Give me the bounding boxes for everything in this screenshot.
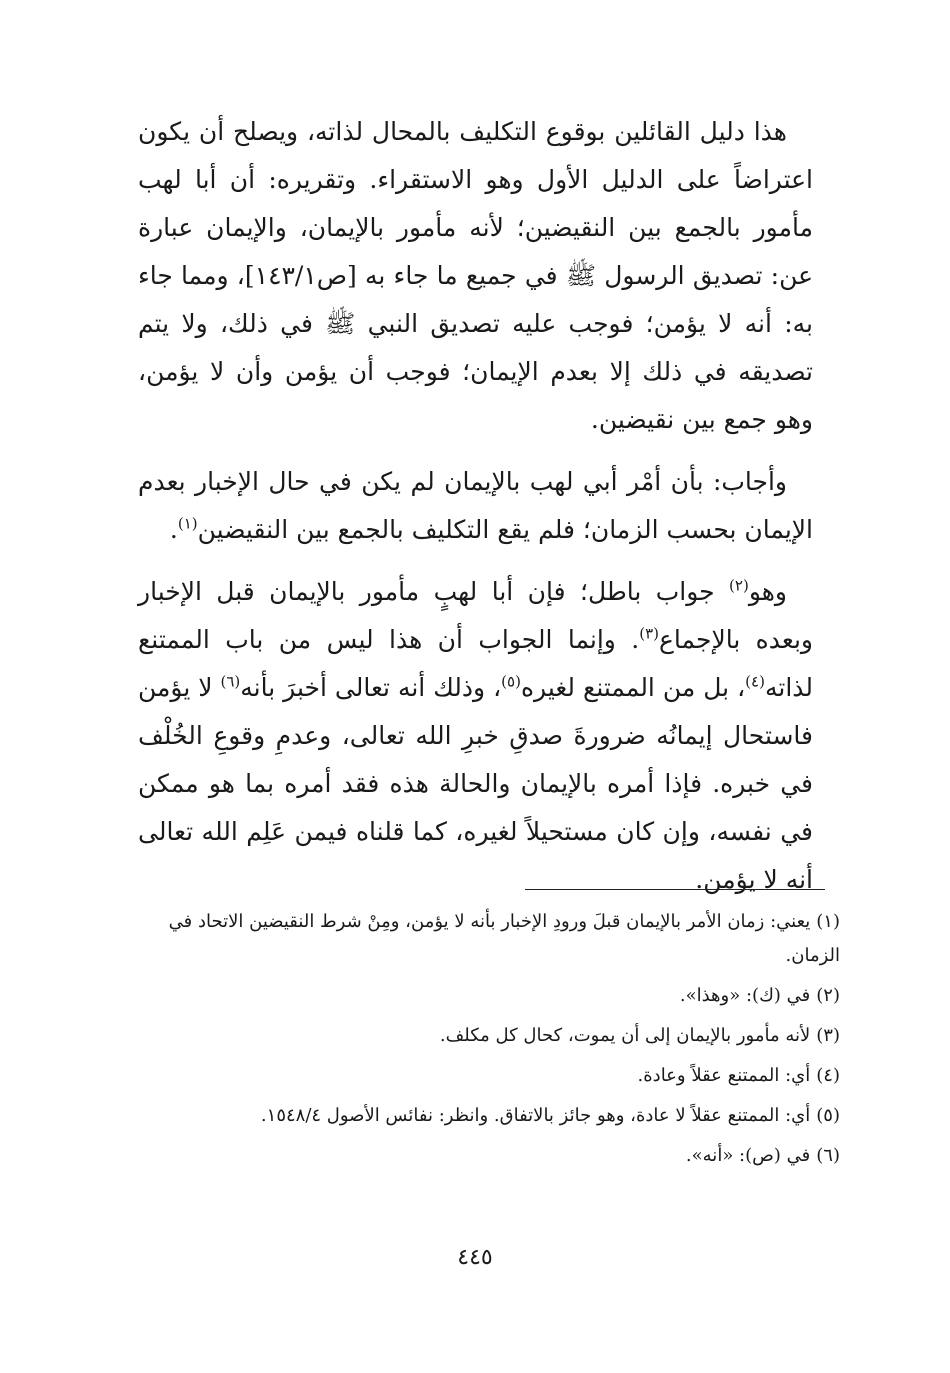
- footnote-ref-4[interactable]: (٤): [745, 672, 765, 691]
- paragraph-2-text-a: وأجاب: بأن أمْر أبي لهب بالإيمان لم يكن في حال الإخبار بعدم الإيمان بحسب الزمان؛ فلم يقع التكليف بالجمع بين النقيضين: [138, 467, 813, 544]
- footnote-5: [140, 1099, 840, 1133]
- paragraph-2-text-b: .: [169, 515, 178, 544]
- paragraph-3-text-e: ، وذلك أنه تعالى أخبرَ بأنه: [240, 673, 502, 702]
- footnote-4: [140, 1059, 840, 1093]
- paragraph-1-text: هذا دليل القائلين بوقوع التكليف بالمحال لذاته، ويصلح أن يكون اعتراضاً على الدليل الأول وهو الاستقراء. وتقريره: أن أبا لهب مأمور بالجمع بين النقيضين؛ لأنه مأمور بالإيمان، والإيمان عبارة عن: تصديق الرسول ﷺ في جميع ما جاء به [ص١٤٣/١]، ومما جاء به: أنه لا يؤمن؛ فوجب عليه تصديق النبي ﷺ في ذلك، ولا يتم تصديقه في ذلك إلا بعدم الإيمان؛ فوجب أن يؤمن وأن لا يؤمن، وهو جمع بين نقيضين.: [138, 117, 814, 434]
- footnote-ref-5[interactable]: (٥): [501, 672, 521, 691]
- footnote-2: [140, 979, 840, 1013]
- paragraph-1: [138, 108, 813, 444]
- footnote-divider: [525, 889, 825, 890]
- page-number: ٤٤٥: [457, 1245, 493, 1270]
- main-text: [138, 108, 813, 918]
- footnote-6: [140, 1139, 840, 1173]
- paragraph-3-text-f: لا يؤمن فاستحال إيمانُه ضرورةَ صدقِ خبرِ الله تعالى، وعدمِ وقوعِ الخُلْف في خبره. فإذا أمره بالإيمان والحالة هذه فقد أمره بما هو ممكن في نفسه، وإن كان مستحيلاً لغيره، كما قلناه فيمن عَلِم الله تعالى أنه لا يؤمن.: [138, 673, 813, 894]
- footnote-6-text: في (ص): «أنه».: [685, 1145, 811, 1166]
- paragraph-3-text-b: جواب باطل؛ فإن أبا لهبٍ مأمور بالإيمان قبل الإخبار وبعده بالإجماع: [138, 577, 813, 654]
- footnote-2-number: (٢): [816, 985, 840, 1006]
- footnote-3-number: (٣): [816, 1025, 840, 1046]
- footnote-4-number: (٤): [816, 1065, 840, 1086]
- footnote-6-number: (٦): [816, 1145, 840, 1166]
- footnotes: [140, 905, 840, 1179]
- footnote-5-number: (٥): [816, 1105, 840, 1126]
- paragraph-2: [138, 458, 813, 554]
- paragraph-3-text-d: ، بل من الممتنع لغيره: [520, 673, 746, 702]
- footnote-1-number: (١): [816, 911, 840, 932]
- footnote-4-text: أي: الممتنع عقلاً وعادة.: [637, 1065, 811, 1086]
- footnote-ref-1[interactable]: (١): [177, 514, 198, 533]
- footnote-3-text: لأنه مأمور بالإيمان إلى أن يموت، كحال كل مكلف.: [439, 1025, 811, 1046]
- footnote-ref-6[interactable]: (٦): [220, 672, 241, 691]
- paragraph-3-text-a: وهو: [748, 577, 787, 606]
- footnote-2-text: في (ك): «وهذا».: [679, 985, 811, 1006]
- footnote-ref-2[interactable]: (٢): [729, 576, 749, 595]
- footnote-5-text: أي: الممتنع عقلاً لا عادة، وهو جائز بالاتفاق. وانظر: نفائس الأصول ١٥٤٨/٤.: [260, 1105, 811, 1126]
- footnote-3: [140, 1019, 840, 1053]
- paragraph-3-text-c: . وإنما الجواب أن هذا ليس من باب الممتنع لذاته: [138, 625, 813, 702]
- paragraph-3: [138, 568, 813, 904]
- footnote-1: [140, 905, 840, 973]
- footnote-1-text: يعني: زمان الأمر بالإيمان قبلَ ورودِ الإخبار بأنه لا يؤمن، ومِنْ شرط النقيضين الاتحاد في الزمان.: [168, 911, 840, 966]
- footnote-ref-3[interactable]: (٣): [639, 624, 660, 643]
